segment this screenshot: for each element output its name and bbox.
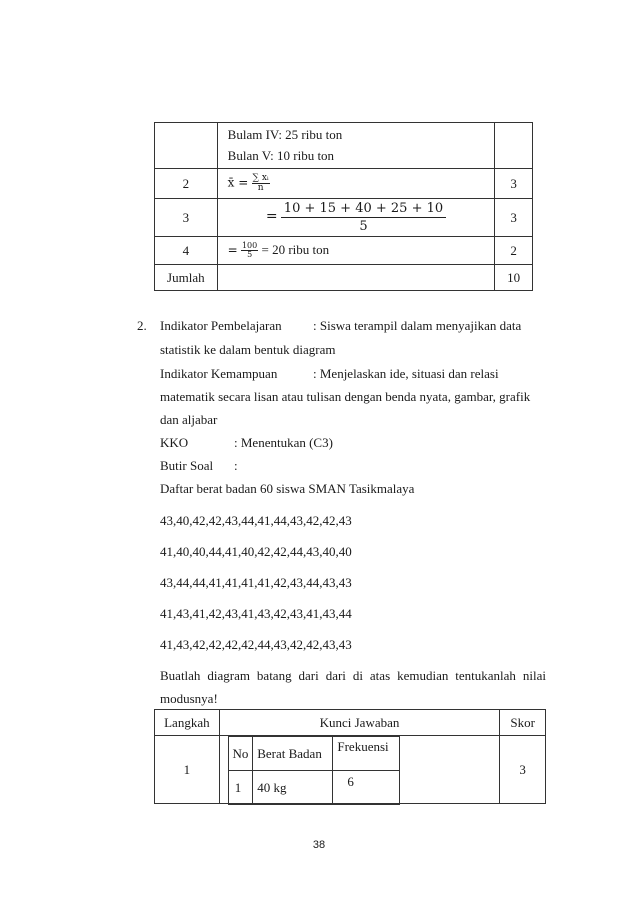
butir-soal-value: : <box>234 458 238 473</box>
header-kunci-jawaban: Kunci Jawaban <box>219 710 500 736</box>
answer-cell-months <box>217 123 495 169</box>
answer-cell-result: = $\frac{100}{5}$ = 20 ribu ton <box>217 237 495 265</box>
indikator-kemampuan-cont: dan aljabar <box>160 412 218 427</box>
indikator-kemampuan-value: : Menjelaskan ide, situasi dan relasi <box>313 366 499 381</box>
answer-table <box>154 709 546 804</box>
data-title: Daftar berat badan 60 siswa SMAN Tasikmalaya <box>160 481 415 496</box>
month-line-4: Bulam IV: 25 ribu ton <box>227 127 343 142</box>
freq-header-berat: Berat Badan <box>253 737 333 771</box>
indikator-kemampuan-label: Indikator Kemampuan <box>160 366 278 381</box>
item-number: 2. <box>137 318 147 333</box>
freq-cell-frekuensi: 6 <box>333 771 399 805</box>
freq-cell-no: 1 <box>228 771 252 805</box>
scoring-table-top <box>154 122 533 291</box>
butir-soal-label: Butir Soal <box>160 458 214 473</box>
score-cell-empty <box>495 123 533 169</box>
step-cell: 1 <box>155 736 220 804</box>
frequency-table <box>228 736 400 805</box>
page-number: 38 <box>312 839 326 851</box>
step-cell: 3 <box>155 199 218 237</box>
total-label-cell: Jumlah <box>155 265 218 291</box>
kko-value: : Menentukan (C3) <box>234 435 333 450</box>
header-skor: Skor <box>500 710 546 736</box>
score-cell: 3 <box>495 199 533 237</box>
freq-cell-berat: 40 kg <box>253 771 333 805</box>
indikator-pembelajaran-label: Indikator Pembelajaran <box>160 318 282 333</box>
answer-cell-frequency-table <box>219 736 500 804</box>
answer-cell-sum-formula: = $\frac{10 + 15 + 40 + 25 + 10}{5}$ <box>217 199 495 237</box>
mean-fraction: $\frac{\text{∑ xᵢ}}{n}$ <box>252 173 269 193</box>
score-cell: 3 <box>495 169 533 199</box>
indikator-pembelajaran-cont: statistik ke dalam bentuk diagram <box>160 342 336 357</box>
data-row: 43,44,44,41,41,41,41,42,43,44,43,43 <box>160 575 352 590</box>
freq-header-no: No <box>228 737 252 771</box>
freq-header-frekuensi: Frekuensi <box>333 737 399 771</box>
month-line-5: Bulan V: 10 ribu ton <box>227 148 335 163</box>
step-cell: 2 <box>155 169 218 199</box>
data-row: 43,40,42,42,43,44,41,44,43,42,42,43 <box>160 513 352 528</box>
data-row: 41,43,42,42,42,42,44,43,42,42,43,43 <box>160 637 352 652</box>
result-fraction: $\frac{100}{5}$ <box>241 241 258 260</box>
answer-cell-mean-formula: x̄ = $\frac{\text{∑ xᵢ}}{n}$ <box>217 169 495 199</box>
sum-fraction: $\frac{10 + 15 + 40 + 25 + 10}{5}$ <box>281 202 446 233</box>
question-line: modusnya! <box>160 691 218 706</box>
total-score-cell: 10 <box>495 265 533 291</box>
header-langkah: Langkah <box>155 710 220 736</box>
indikator-kemampuan-cont: matematik secara lisan atau tulisan dengan benda nyata, gambar, grafik <box>160 389 531 404</box>
data-row: 41,43,41,42,43,41,43,42,43,41,43,44 <box>160 606 352 621</box>
step-cell: 4 <box>155 237 218 265</box>
step-cell-empty <box>155 123 218 169</box>
total-empty-cell <box>217 265 495 291</box>
data-row: 41,40,40,44,41,40,42,42,44,43,40,40 <box>160 544 352 559</box>
question-line: Buatlah diagram batang dari dari di atas kemudian tentukanlah nilai <box>160 668 546 683</box>
score-cell: 2 <box>495 237 533 265</box>
indikator-pembelajaran-value: : Siswa terampil dalam menyajikan data <box>313 318 522 333</box>
score-cell: 3 <box>500 736 546 804</box>
kko-label: KKO <box>160 435 189 450</box>
